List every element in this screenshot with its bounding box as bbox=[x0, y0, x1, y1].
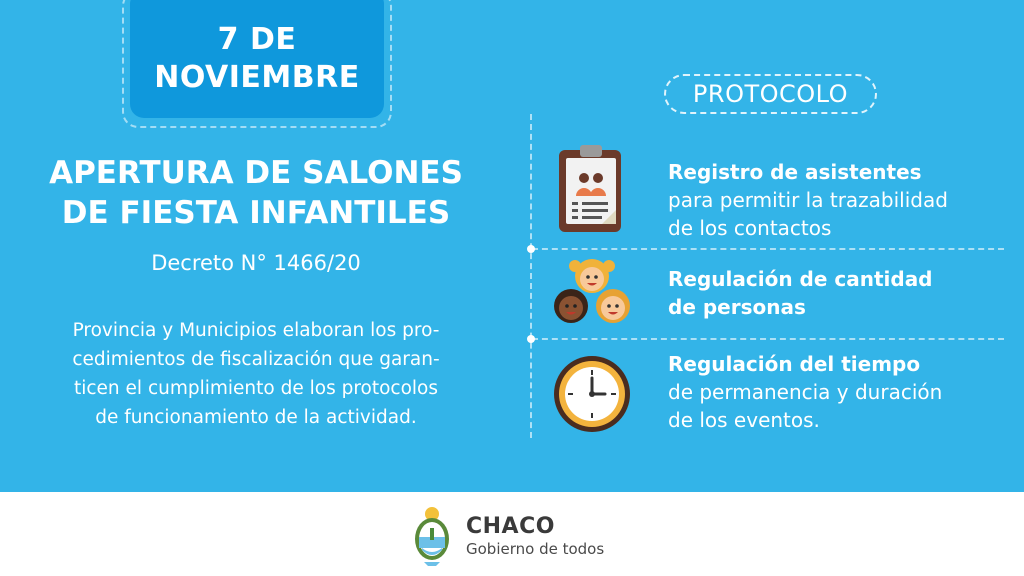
children-faces-icon bbox=[551, 256, 633, 332]
divider-dot-1 bbox=[527, 245, 535, 253]
brand-tagline: Gobierno de todos bbox=[466, 540, 605, 558]
title-line-2: DE FIESTA INFANTILES bbox=[61, 195, 451, 231]
date-line-1: 7 DE bbox=[217, 22, 297, 57]
protocol-item-tiempo bbox=[668, 350, 1008, 434]
title-line-1: APERTURA DE SALONES bbox=[49, 155, 463, 191]
date-line-2: NOVIEMBRE bbox=[154, 60, 360, 95]
item-3-line-2: de los eventos. bbox=[668, 408, 820, 432]
item-3-line-1: de permanencia y duración bbox=[668, 380, 943, 404]
protocol-item-cantidad bbox=[668, 265, 1008, 321]
item-2-title-line-2: de personas bbox=[668, 295, 806, 319]
protocol-badge: PROTOCOLO bbox=[664, 74, 877, 114]
protocol-item-registro bbox=[668, 158, 1008, 242]
description-line-3: ticen el cumplimiento de los protocolos bbox=[73, 378, 439, 399]
divider-2 bbox=[532, 338, 1004, 340]
vertical-divider bbox=[530, 114, 532, 438]
footer bbox=[0, 492, 1024, 576]
item-2-title-line-1: Regulación de cantidad bbox=[668, 267, 933, 291]
description-line-2: cedimientos de fiscalización que garan- bbox=[72, 349, 440, 370]
description-line-1: Provincia y Municipios elaboran los pro- bbox=[72, 320, 440, 341]
item-1-title: Registro de asistentes bbox=[668, 160, 922, 184]
item-1-line-2: de los contactos bbox=[668, 216, 832, 240]
provincial-emblem-icon bbox=[410, 504, 454, 570]
item-1-line-1: para permitir la trazabilidad bbox=[668, 188, 948, 212]
clock-icon bbox=[552, 354, 632, 438]
description bbox=[24, 316, 488, 432]
description-line-4: de funcionamiento de la actividad. bbox=[95, 407, 417, 428]
clipboard-icon bbox=[556, 144, 626, 240]
date-box bbox=[130, 0, 384, 118]
page-title bbox=[20, 153, 492, 233]
decree-number: Decreto N° 1466/20 bbox=[151, 251, 361, 275]
divider-dot-2 bbox=[527, 335, 535, 343]
brand-text bbox=[466, 515, 604, 559]
item-3-title: Regulación del tiempo bbox=[668, 352, 921, 376]
brand-name: CHACO bbox=[466, 514, 555, 539]
footer-logo bbox=[410, 504, 604, 570]
divider-1 bbox=[532, 248, 1004, 250]
